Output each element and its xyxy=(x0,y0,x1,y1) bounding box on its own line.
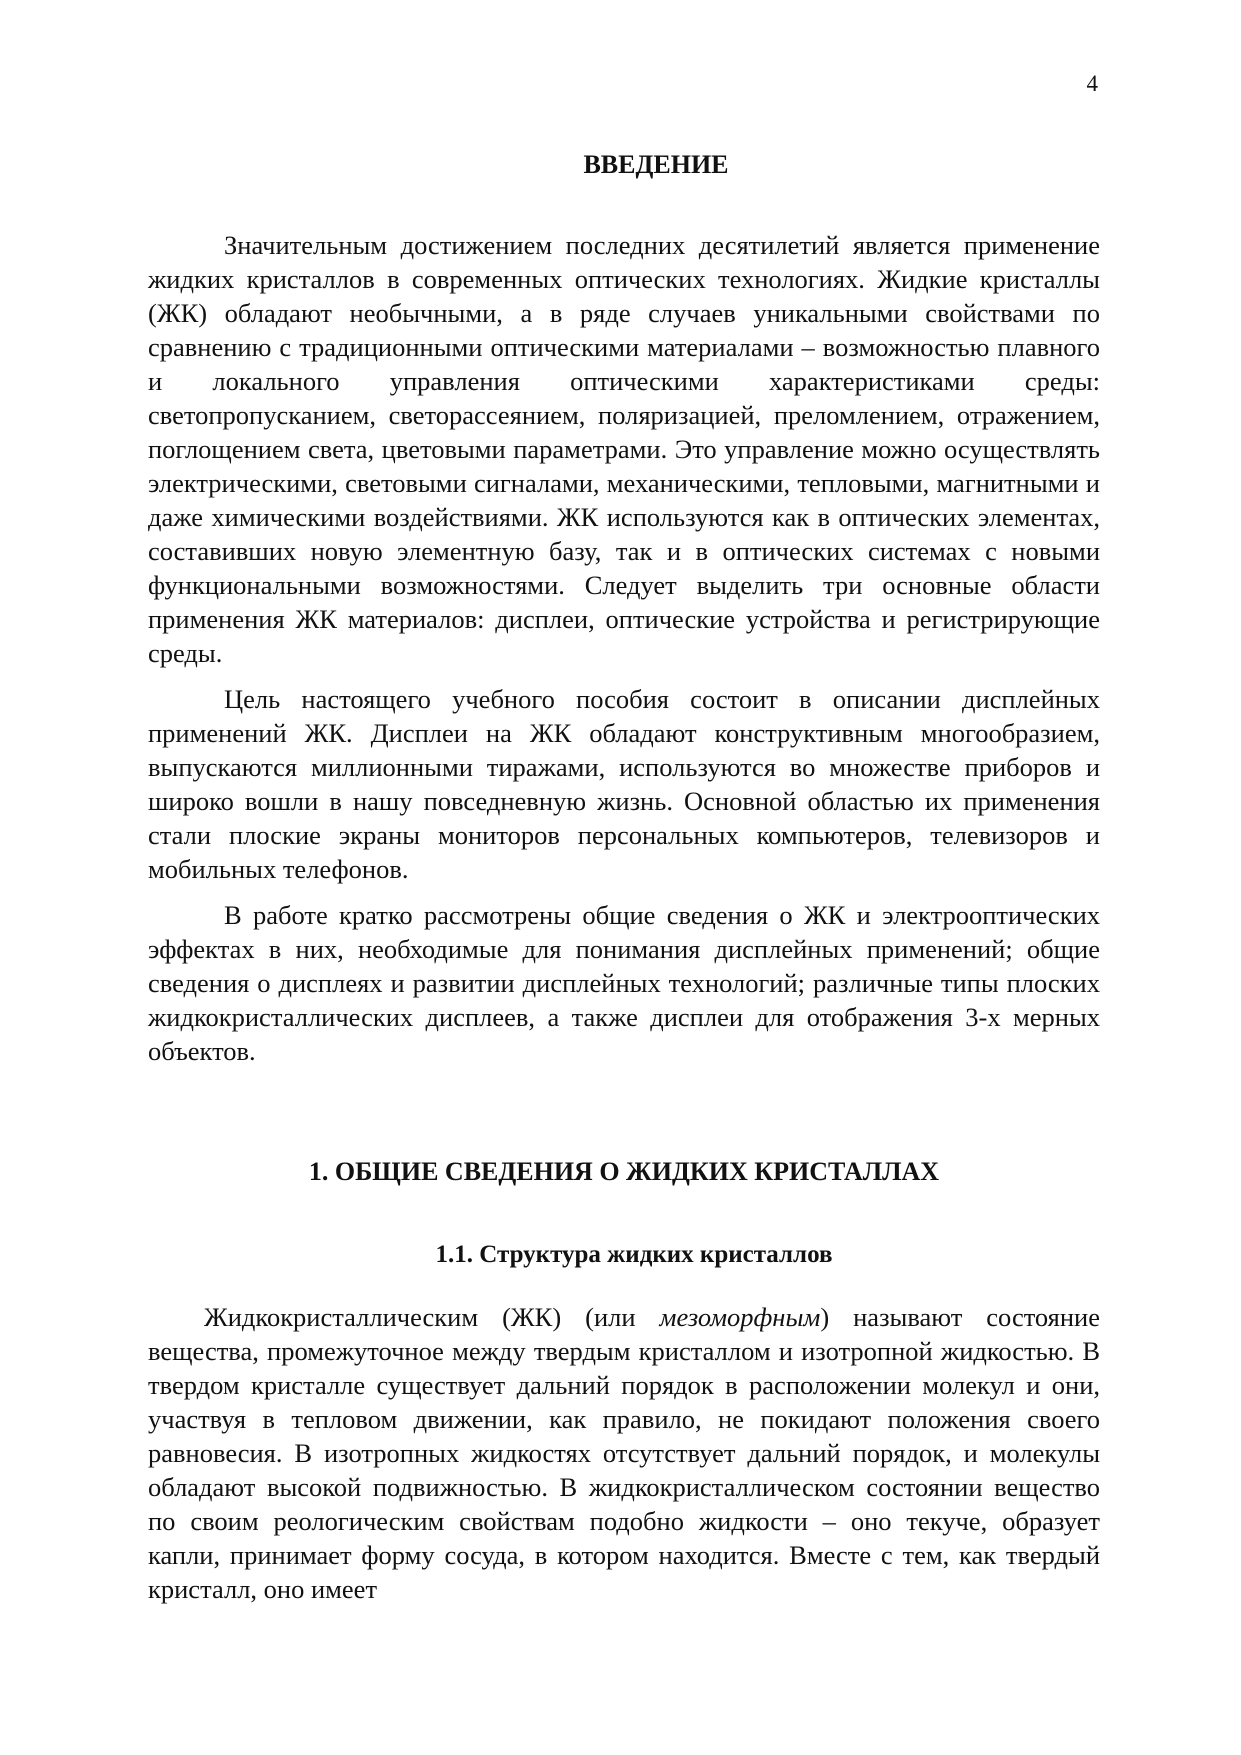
intro-section xyxy=(148,228,1100,1080)
intro-paragraph-3: В работе кратко рассмотрены общие сведения о ЖК и электрооптических эффектах в них, необходимые для понимания дисплейных применений; общие сведения о дисплеях и развитии дисплейных технологий; различные типы плоских жидкокристаллических дисплеев, а также дисплеи для отображения 3-х мерных объектов. xyxy=(148,900,1100,1066)
intro-paragraph-2: Цель настоящего учебного пособия состоит в описании дисплейных применений ЖК. Дисплеи на ЖК обладают конструктивным многообразием, выпускаются миллионными тиражами, используются во множестве приборов и широко вошли в нашу повседневную жизнь. Основной областью их применения стали плоские экраны мониторов персональных компьютеров, телевизоров и мобильных телефонов. xyxy=(148,684,1100,884)
section-title: 1.1. Структура жидких кристаллов xyxy=(435,1241,833,1268)
intro-paragraph-1: Значительным достижением последних десятилетий является применение жидких кристаллов в современных оптических технологиях. Жидкие кристаллы (ЖК) обладают необычными, а в ряде случаев уникальными свойствами по сравнению с традиционными оптическими материалами – возможностью плавного и локального управления оптическими характеристиками среды: светопропусканием, светорассеянием, поляризацией, преломлением, отражением, поглощением света, цветовыми параметрами. Это управление можно осуществлять электрическими, световыми сигналами, механическими, тепловыми, магнитными и даже химическими воздействиями. ЖК используются как в оптических элементах, составивших новую элементную базу, так и в оптических системах с новыми функциональными возможностями. Следует выделить три основные области применения ЖК материалов: дисплеи, оптические устройства и регистрирующие среды. xyxy=(148,230,1100,668)
italic-term: мезоморфным xyxy=(659,1302,821,1332)
section-text-rest: ) называют состояние вещества, промежуточное между твердым кристаллом и изотропной жидкостью. В твердом кристалле существует дальний порядок в расположении молекул и они, участвуя в тепловом движении, как правило, не покидают положения своего равновесия. В изотропных жидкостях отсутствует дальний порядок, и молекулы обладают высокой подвижностью. В жидкокристаллическом состоянии вещество по своим реологическим свойствам подобно жидкости – оно текуче, образует капли, принимает форму сосуда, в котором находится. Вместе с тем, как твердый кристалл, оно имеет xyxy=(148,1302,1100,1604)
chapter-title: 1. ОБЩИЕ СВЕДЕНИЯ О ЖИДКИХ КРИСТАЛЛАХ xyxy=(308,1157,940,1186)
page-number: 4 xyxy=(1086,71,1098,96)
section-paragraph xyxy=(148,1300,1100,1606)
section-text-start: Жидкокристаллическим (ЖК) (или xyxy=(204,1302,660,1332)
page-title: ВВЕДЕНИЕ xyxy=(583,150,729,179)
